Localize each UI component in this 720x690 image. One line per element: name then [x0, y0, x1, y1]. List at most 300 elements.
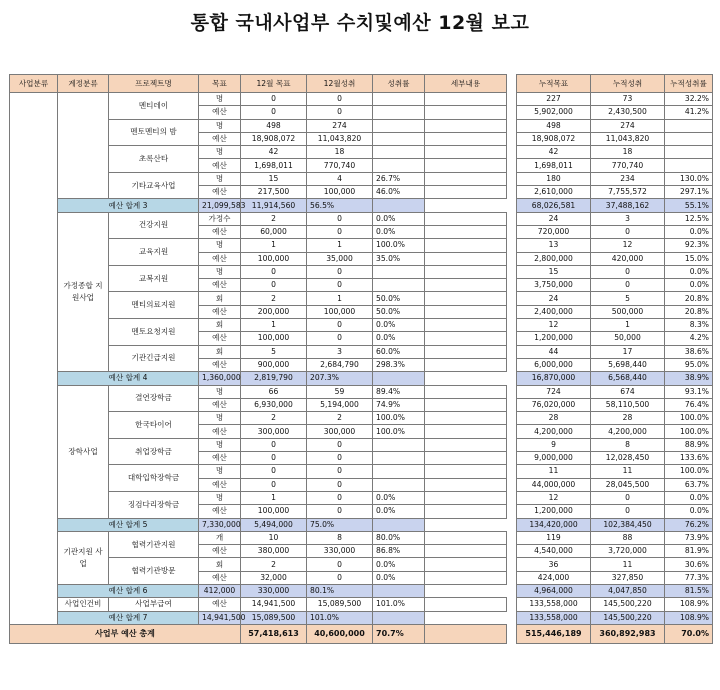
- table-row: [517, 319, 713, 332]
- cumulative-achievement-cell: 274: [591, 119, 665, 132]
- goal-cell: 0: [241, 452, 307, 465]
- detail-cell: [425, 225, 507, 238]
- subtotal-achievement: 5,494,000: [241, 518, 307, 531]
- column-header: 12월 목표: [241, 75, 307, 93]
- unit-cell: 예산: [199, 452, 241, 465]
- cumulative-goal-cell: 4,200,000: [517, 425, 591, 438]
- rate-cell: 0.0%: [373, 491, 425, 504]
- cumulative-rate-cell: 100.0%: [665, 412, 713, 425]
- unit-cell: 명: [199, 119, 241, 132]
- column-header: 12월성취: [307, 75, 373, 93]
- goal-cell: 0: [241, 465, 307, 478]
- column-header: 누적성취률: [665, 75, 713, 93]
- cumulative-achievement-cell: 5,698,440: [591, 358, 665, 371]
- cumulative-goal-cell: 28: [517, 412, 591, 425]
- subtotal-cumulative-rate: 55.1%: [665, 199, 713, 212]
- detail-cell: [425, 398, 507, 411]
- subtotal-detail: [373, 518, 425, 531]
- detail-cell: [425, 212, 507, 225]
- rate-cell: [373, 146, 425, 159]
- cumulative-achievement-cell: 674: [591, 385, 665, 398]
- subtotal-label: 예산 합계 4: [58, 372, 199, 385]
- cumulative-goal-cell: 24: [517, 292, 591, 305]
- cumulative-rate-cell: 100.0%: [665, 425, 713, 438]
- subtotal-label: 예산 합계 7: [58, 611, 199, 624]
- goal-cell: 1,698,011: [241, 159, 307, 172]
- detail-cell: [425, 119, 507, 132]
- subtotal-rate: 80.1%: [307, 584, 373, 597]
- unit-cell: 예산: [199, 132, 241, 145]
- cumulative-achievement-cell: 0: [591, 225, 665, 238]
- cumulative-rate-cell: 0.0%: [665, 279, 713, 292]
- cumulative-goal-cell: 36: [517, 558, 591, 571]
- rate-cell: [373, 159, 425, 172]
- cumulative-achievement-cell: 327,850: [591, 571, 665, 584]
- detail-cell: [425, 425, 507, 438]
- subtotal-cumulative-achievement: 6,568,440: [591, 372, 665, 385]
- unit-cell: 예산: [199, 332, 241, 345]
- cumulative-goal-cell: 1,200,000: [517, 332, 591, 345]
- achievement-cell: 100,000: [307, 186, 373, 199]
- cumulative-achievement-cell: 0: [591, 265, 665, 278]
- subtotal-row: [517, 518, 713, 531]
- subtotal-detail: [373, 372, 425, 385]
- cumulative-goal-cell: 9: [517, 438, 591, 451]
- rate-cell: 89.4%: [373, 385, 425, 398]
- project-name: 취업장학금: [109, 438, 199, 465]
- column-header: 계정분류: [58, 75, 109, 93]
- subtotal-cumulative-rate: 38.9%: [665, 372, 713, 385]
- subtotal-cumulative-achievement: 4,047,850: [591, 584, 665, 597]
- project-name: 한국타이어: [109, 412, 199, 439]
- total-cumulative-goal: 515,446,189: [517, 624, 591, 643]
- rate-cell: 100.0%: [373, 412, 425, 425]
- goal-cell: 0: [241, 106, 307, 119]
- cumulative-rate-cell: 0.0%: [665, 491, 713, 504]
- goal-cell: 5: [241, 345, 307, 358]
- goal-cell: 200,000: [241, 305, 307, 318]
- detail-cell: [425, 252, 507, 265]
- cumulative-goal-cell: 12: [517, 491, 591, 504]
- cumulative-rate-cell: 63.7%: [665, 478, 713, 491]
- table-row: [517, 425, 713, 438]
- unit-cell: 명: [199, 146, 241, 159]
- cumulative-goal-cell: 2,400,000: [517, 305, 591, 318]
- table-row: [517, 545, 713, 558]
- rate-cell: [373, 465, 425, 478]
- detail-cell: [425, 545, 507, 558]
- cumulative-rate-cell: 32.2%: [665, 93, 713, 106]
- table-row: [517, 212, 713, 225]
- detail-cell: [425, 571, 507, 584]
- table-row: [517, 465, 713, 478]
- achievement-cell: 0: [307, 558, 373, 571]
- unit-cell: 명: [199, 172, 241, 185]
- unit-cell: 예산: [199, 398, 241, 411]
- rate-cell: [373, 478, 425, 491]
- subtotal-rate: 101.0%: [307, 611, 373, 624]
- table-row: [517, 119, 713, 132]
- unit-cell: 명: [199, 465, 241, 478]
- goal-cell: 2: [241, 558, 307, 571]
- column-header: 사업분류: [10, 75, 58, 93]
- achievement-cell: 5,194,000: [307, 398, 373, 411]
- table-row: [517, 132, 713, 145]
- table-row: [517, 345, 713, 358]
- achievement-cell: 0: [307, 319, 373, 332]
- subtotal-detail: [373, 611, 425, 624]
- subtotal-row: [517, 199, 713, 212]
- table-row: [517, 358, 713, 371]
- rate-cell: 298.3%: [373, 358, 425, 371]
- cumulative-rate-cell: 92.3%: [665, 239, 713, 252]
- subtotal-rate: 56.5%: [307, 199, 373, 212]
- subtotal-row: [10, 199, 507, 212]
- project-name: 초록산타: [109, 146, 199, 173]
- achievement-cell: 0: [307, 491, 373, 504]
- goal-cell: 1: [241, 491, 307, 504]
- project-name: 기타교육사업: [109, 172, 199, 199]
- project-name: 기관긴급지원: [109, 345, 199, 372]
- achievement-cell: 3: [307, 345, 373, 358]
- table-row: [10, 598, 507, 611]
- goal-cell: 60,000: [241, 225, 307, 238]
- cumulative-goal-cell: 4,540,000: [517, 545, 591, 558]
- rate-cell: 46.0%: [373, 186, 425, 199]
- detail-cell: [425, 558, 507, 571]
- unit-cell: 예산: [199, 425, 241, 438]
- subtotal-goal: 14,941,500: [199, 611, 241, 624]
- detail-cell: [425, 305, 507, 318]
- column-header: 누적목표: [517, 75, 591, 93]
- cumulative-goal-cell: 724: [517, 385, 591, 398]
- table-row: [517, 332, 713, 345]
- cumulative-achievement-cell: 0: [591, 491, 665, 504]
- project-name: 결연장학금: [109, 385, 199, 412]
- cumulative-achievement-cell: 0: [591, 505, 665, 518]
- total-row: [10, 624, 507, 643]
- unit-cell: 예산: [199, 106, 241, 119]
- achievement-cell: 0: [307, 505, 373, 518]
- cumulative-rate-cell: 76.4%: [665, 398, 713, 411]
- subtotal-cumulative-rate: 76.2%: [665, 518, 713, 531]
- achievement-cell: 0: [307, 438, 373, 451]
- table-row: [10, 93, 507, 106]
- detail-cell: [425, 412, 507, 425]
- rate-cell: [373, 132, 425, 145]
- column-header: 프로젝트명: [109, 75, 199, 93]
- unit-cell: 명: [199, 412, 241, 425]
- rate-cell: 80.0%: [373, 531, 425, 544]
- cumulative-rate-cell: 12.5%: [665, 212, 713, 225]
- achievement-cell: 100,000: [307, 305, 373, 318]
- cumulative-rate-cell: 73.9%: [665, 531, 713, 544]
- unit-cell: 가정수: [199, 212, 241, 225]
- rate-cell: [373, 279, 425, 292]
- table-row: [10, 212, 507, 225]
- unit-cell: 예산: [199, 186, 241, 199]
- cumulative-achievement-cell: 234: [591, 172, 665, 185]
- cumulative-goal-cell: 24: [517, 212, 591, 225]
- achievement-cell: 330,000: [307, 545, 373, 558]
- subtotal-achievement: 330,000: [241, 584, 307, 597]
- table-row: [517, 412, 713, 425]
- cumulative-goal-cell: 498: [517, 119, 591, 132]
- goal-cell: 0: [241, 478, 307, 491]
- detail-cell: [425, 265, 507, 278]
- achievement-cell: 0: [307, 212, 373, 225]
- achievement-cell: 8: [307, 531, 373, 544]
- subtotal-row: [10, 518, 507, 531]
- cumulative-goal-cell: 44: [517, 345, 591, 358]
- cumulative-rate-cell: 93.1%: [665, 385, 713, 398]
- subtotal-achievement: 2,819,790: [241, 372, 307, 385]
- cumulative-goal-cell: 18,908,072: [517, 132, 591, 145]
- detail-cell: [425, 345, 507, 358]
- table-row: [517, 252, 713, 265]
- goal-cell: 1: [241, 319, 307, 332]
- achievement-cell: 59: [307, 385, 373, 398]
- rate-cell: 0.0%: [373, 332, 425, 345]
- table-row: [517, 385, 713, 398]
- detail-cell: [425, 478, 507, 491]
- achievement-cell: 274: [307, 119, 373, 132]
- unit-cell: 예산: [199, 478, 241, 491]
- column-header: 세부내용: [425, 75, 507, 93]
- cumulative-achievement-cell: 8: [591, 438, 665, 451]
- column-header: 성취률: [373, 75, 425, 93]
- project-name: 교복지원: [109, 265, 199, 292]
- cumulative-achievement-cell: 11: [591, 558, 665, 571]
- account-category-cell: [58, 93, 109, 199]
- subtotal-achievement: 15,089,500: [241, 611, 307, 624]
- project-name: 사업부급여: [109, 598, 199, 611]
- unit-cell: 예산: [199, 305, 241, 318]
- subtotal-row: [10, 584, 507, 597]
- subtotal-cumulative-achievement: 102,384,450: [591, 518, 665, 531]
- detail-cell: [425, 491, 507, 504]
- cumulative-rate-cell: 0.0%: [665, 225, 713, 238]
- goal-cell: 32,000: [241, 571, 307, 584]
- goal-cell: 14,941,500: [241, 598, 307, 611]
- goal-cell: 900,000: [241, 358, 307, 371]
- detail-cell: [425, 319, 507, 332]
- cumulative-achievement-cell: 0: [591, 279, 665, 292]
- cumulative-rate-cell: 8.3%: [665, 319, 713, 332]
- unit-cell: 예산: [199, 545, 241, 558]
- cumulative-rate-cell: 30.6%: [665, 558, 713, 571]
- cumulative-rate-cell: 81.9%: [665, 545, 713, 558]
- detail-cell: [425, 531, 507, 544]
- detail-cell: [425, 598, 507, 611]
- table-row: [517, 505, 713, 518]
- column-header: 누적성취: [591, 75, 665, 93]
- goal-cell: 100,000: [241, 505, 307, 518]
- subtotal-cumulative-goal: 134,420,000: [517, 518, 591, 531]
- detail-cell: [425, 292, 507, 305]
- total-goal: 57,418,613: [241, 624, 307, 643]
- table-row: [517, 279, 713, 292]
- subtotal-cumulative-goal: 133,558,000: [517, 611, 591, 624]
- cumulative-achievement-cell: 18: [591, 146, 665, 159]
- detail-cell: [425, 332, 507, 345]
- subtotal-label: 예산 합계 3: [58, 199, 199, 212]
- achievement-cell: 2,684,790: [307, 358, 373, 371]
- achievement-cell: 11,043,820: [307, 132, 373, 145]
- cumulative-goal-cell: 76,020,000: [517, 398, 591, 411]
- cumulative-achievement-cell: 420,000: [591, 252, 665, 265]
- goal-cell: 217,500: [241, 186, 307, 199]
- achievement-cell: 1: [307, 239, 373, 252]
- detail-cell: [425, 172, 507, 185]
- project-name: 교육지원: [109, 239, 199, 266]
- achievement-cell: 0: [307, 452, 373, 465]
- project-name: 멘티데이: [109, 93, 199, 120]
- cumulative-achievement-cell: 5: [591, 292, 665, 305]
- account-category-cell: 가정종합 지원사업: [58, 212, 109, 372]
- report-title: 통합 국내사업부 수치및예산 12월 보고: [190, 12, 530, 34]
- cumulative-achievement-cell: 50,000: [591, 332, 665, 345]
- table-row: [517, 292, 713, 305]
- cumulative-rate-cell: 4.2%: [665, 332, 713, 345]
- account-category-cell: 기관지원 사업: [58, 531, 109, 584]
- table-row: [517, 398, 713, 411]
- rate-cell: 0.0%: [373, 212, 425, 225]
- rate-cell: 74.9%: [373, 398, 425, 411]
- rate-cell: 0.0%: [373, 319, 425, 332]
- achievement-cell: 1: [307, 292, 373, 305]
- unit-cell: 명: [199, 438, 241, 451]
- unit-cell: 회: [199, 345, 241, 358]
- subtotal-cumulative-rate: 108.9%: [665, 611, 713, 624]
- unit-cell: 개: [199, 531, 241, 544]
- header-row: [10, 75, 507, 93]
- rate-cell: 0.0%: [373, 505, 425, 518]
- cumulative-goal-cell: 9,000,000: [517, 452, 591, 465]
- detail-cell: [425, 465, 507, 478]
- cumulative-goal-cell: 13: [517, 239, 591, 252]
- goal-cell: 380,000: [241, 545, 307, 558]
- rate-cell: [373, 438, 425, 451]
- detail-cell: [425, 452, 507, 465]
- cumulative-goal-cell: 6,000,000: [517, 358, 591, 371]
- subtotal-cumulative-goal: 16,870,000: [517, 372, 591, 385]
- cumulative-goal-cell: 15: [517, 265, 591, 278]
- total-row: [517, 624, 713, 643]
- unit-cell: 예산: [199, 252, 241, 265]
- total-detail: [425, 624, 507, 643]
- business-category-cell: [10, 93, 58, 625]
- cumulative-rate-cell: [665, 119, 713, 132]
- detail-cell: [425, 146, 507, 159]
- cumulative-goal-cell: 1,698,011: [517, 159, 591, 172]
- cumulative-goal-cell: 44,000,000: [517, 478, 591, 491]
- subtotal-detail: [373, 584, 425, 597]
- goal-cell: 2: [241, 292, 307, 305]
- cumulative-goal-cell: 5,902,000: [517, 106, 591, 119]
- total-label: 사업부 예산 총계: [10, 624, 241, 643]
- unit-cell: 예산: [199, 358, 241, 371]
- cumulative-rate-cell: 95.0%: [665, 358, 713, 371]
- cumulative-rate-cell: 88.9%: [665, 438, 713, 451]
- cumulative-achievement-cell: 7,755,572: [591, 186, 665, 199]
- achievement-cell: 35,000: [307, 252, 373, 265]
- cumulative-goal-cell: 3,750,000: [517, 279, 591, 292]
- unit-cell: 예산: [199, 598, 241, 611]
- subtotal-rate: 75.0%: [307, 518, 373, 531]
- achievement-cell: 0: [307, 106, 373, 119]
- account-category-cell: 사업인건비: [58, 598, 109, 611]
- rate-cell: 0.0%: [373, 225, 425, 238]
- cumulative-rate-cell: 41.2%: [665, 106, 713, 119]
- table-row: [517, 305, 713, 318]
- table-row: [517, 598, 713, 611]
- cumulative-rate-cell: 77.3%: [665, 571, 713, 584]
- total-rate: 70.7%: [373, 624, 425, 643]
- subtotal-cumulative-goal: 68,026,581: [517, 199, 591, 212]
- unit-cell: 예산: [199, 225, 241, 238]
- detail-cell: [425, 385, 507, 398]
- table-row: [517, 478, 713, 491]
- cumulative-achievement-cell: 2,430,500: [591, 106, 665, 119]
- table-row: [517, 106, 713, 119]
- goal-cell: 18,908,072: [241, 132, 307, 145]
- table-row: [517, 172, 713, 185]
- project-name: 멘티의료지원: [109, 292, 199, 319]
- rate-cell: [373, 106, 425, 119]
- rate-cell: 26.7%: [373, 172, 425, 185]
- achievement-cell: 2: [307, 412, 373, 425]
- cumulative-achievement-cell: 3: [591, 212, 665, 225]
- table-row: [517, 531, 713, 544]
- subtotal-row: [517, 372, 713, 385]
- cumulative-achievement-cell: 88: [591, 531, 665, 544]
- goal-cell: 15: [241, 172, 307, 185]
- achievement-cell: 300,000: [307, 425, 373, 438]
- goal-cell: 2: [241, 412, 307, 425]
- goal-cell: 100,000: [241, 252, 307, 265]
- rate-cell: 60.0%: [373, 345, 425, 358]
- total-cumulative-rate: 70.0%: [665, 624, 713, 643]
- rate-cell: 0.0%: [373, 571, 425, 584]
- table-row: [517, 558, 713, 571]
- table-row: [517, 225, 713, 238]
- cumulative-rate-cell: 108.9%: [665, 598, 713, 611]
- cumulative-rate-cell: [665, 146, 713, 159]
- subtotal-goal: 1,360,000: [199, 372, 241, 385]
- unit-cell: 명: [199, 491, 241, 504]
- achievement-cell: 0: [307, 478, 373, 491]
- cumulative-achievement-cell: 145,500,220: [591, 598, 665, 611]
- cumulative-goal-cell: 2,800,000: [517, 252, 591, 265]
- cumulative-achievement-cell: 73: [591, 93, 665, 106]
- subtotal-goal: 412,000: [199, 584, 241, 597]
- cumulative-achievement-cell: 12,028,450: [591, 452, 665, 465]
- cumulative-achievement-cell: 1: [591, 319, 665, 332]
- monthly-table: [9, 74, 507, 644]
- cumulative-achievement-cell: 4,200,000: [591, 425, 665, 438]
- rate-cell: 50.0%: [373, 305, 425, 318]
- detail-cell: [425, 239, 507, 252]
- unit-cell: 예산: [199, 505, 241, 518]
- rate-cell: 35.0%: [373, 252, 425, 265]
- goal-cell: 1: [241, 239, 307, 252]
- table-row: [517, 491, 713, 504]
- cumulative-achievement-cell: 28,045,500: [591, 478, 665, 491]
- table-row: [10, 531, 507, 544]
- table-row: [517, 571, 713, 584]
- subtotal-cumulative-achievement: 37,488,162: [591, 199, 665, 212]
